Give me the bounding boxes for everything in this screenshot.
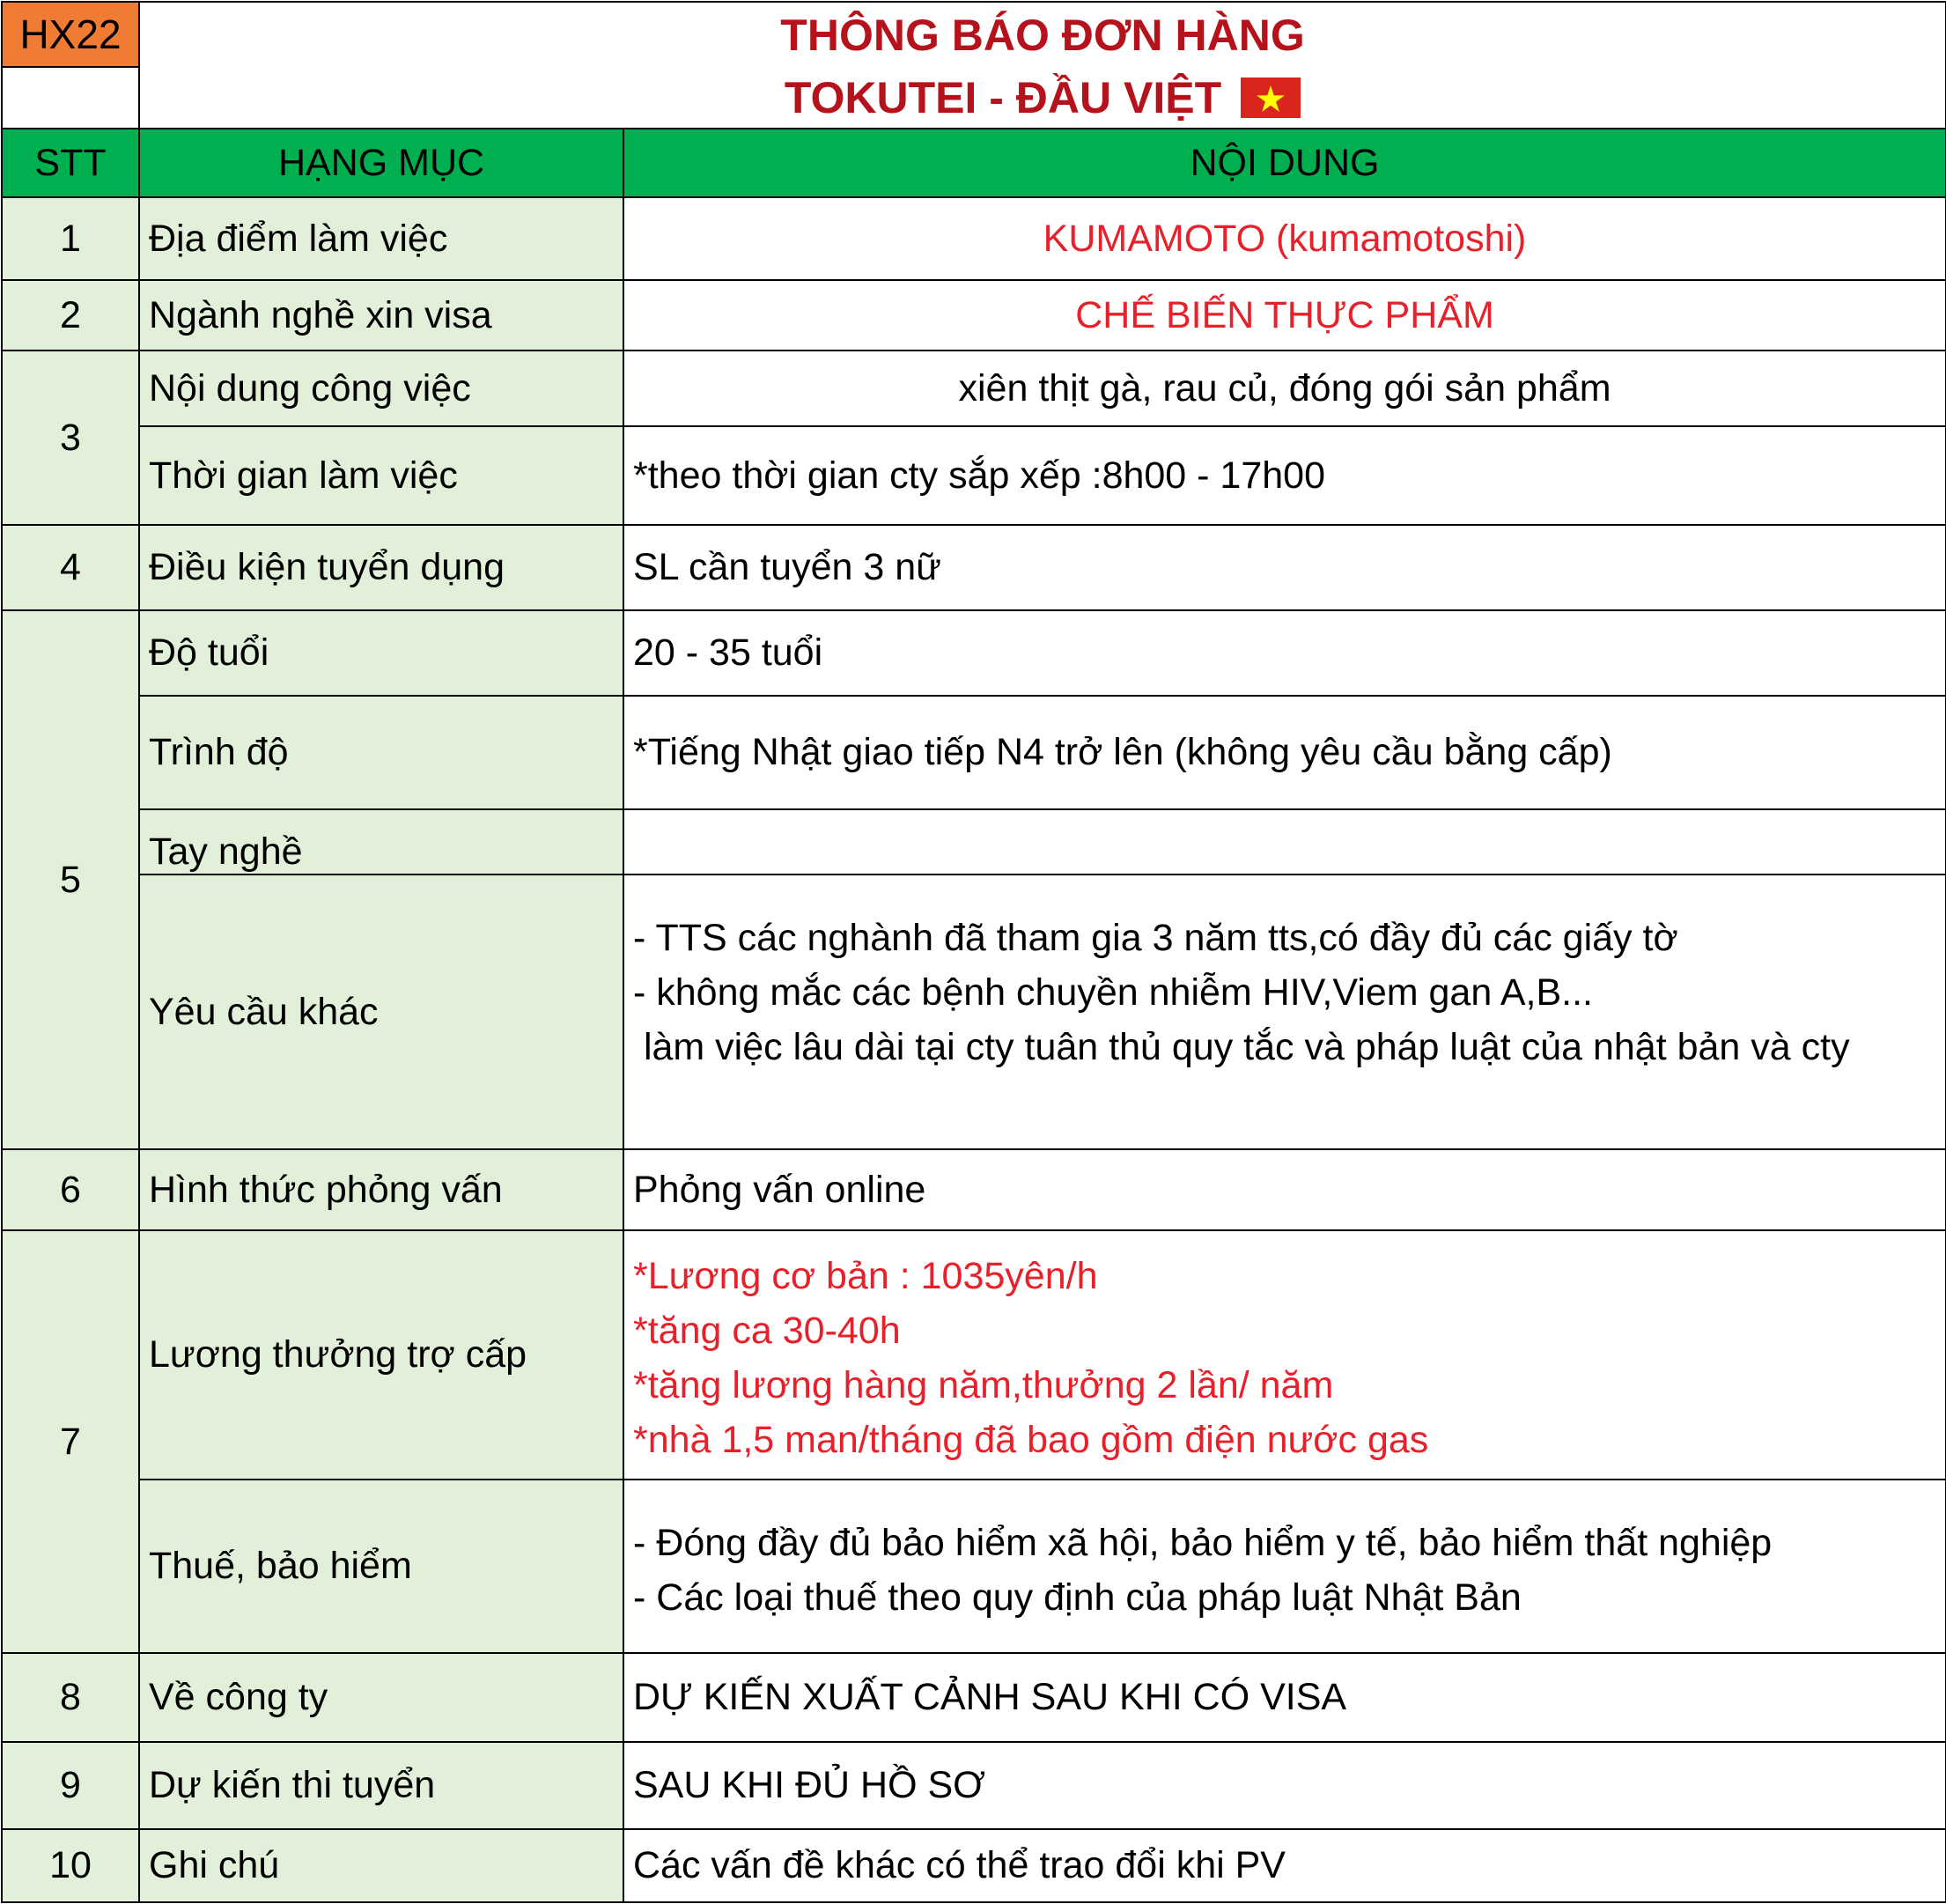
vietnam-flag-icon <box>1241 77 1301 118</box>
requirement-line: - không mắc các bệnh chuyền nhiễm HIV,Viem gan A,B... <box>633 971 1593 1014</box>
table-row <box>2 875 1946 1149</box>
row-content: SL cần tuyển 3 nữ <box>623 525 1946 610</box>
row-content <box>623 1230 1946 1480</box>
row-content <box>623 1480 1946 1653</box>
header-stt: STT <box>2 129 139 197</box>
row-number: 9 <box>2 1742 139 1829</box>
table-row <box>2 525 1946 610</box>
row-number: 10 <box>2 1829 139 1902</box>
table-row <box>2 426 1946 525</box>
salary-line: *tăng lương hàng năm,thưởng 2 lần/ năm <box>633 1364 1334 1406</box>
row-content: 20 - 35 tuổi <box>623 610 1946 696</box>
row-content: DỰ KIẾN XUẤT CẢNH SAU KHI CÓ VISA <box>623 1653 1946 1742</box>
row-category: Hình thức phỏng vấn <box>139 1149 623 1230</box>
table-row <box>2 351 1946 426</box>
table-row <box>2 696 1946 809</box>
salary-line: *nhà 1,5 man/tháng đã bao gồm điện nước gas <box>633 1419 1429 1461</box>
page-title: THÔNG BÁO ĐƠN HÀNG <box>139 2 1946 67</box>
row-number: 8 <box>2 1653 139 1742</box>
row-number: 4 <box>2 525 139 610</box>
row-number: 2 <box>2 280 139 351</box>
insurance-line: - Đóng đầy đủ bảo hiểm xã hội, bảo hiểm y tế, bảo hiểm thất nghiệp <box>633 1522 1773 1564</box>
row-content: CHẾ BIẾN THỰC PHẨM <box>623 280 1946 351</box>
row-category: Tay nghề <box>139 809 623 875</box>
row-content: Phỏng vấn online <box>623 1149 1946 1230</box>
table-row <box>2 1480 1946 1653</box>
row-category: Dự kiến thi tuyển <box>139 1742 623 1829</box>
title-row-1 <box>2 2 1946 67</box>
row-number: 3 <box>2 351 139 525</box>
header-category: HẠNG MỤC <box>139 129 623 197</box>
row-category: Ghi chú <box>139 1829 623 1902</box>
row-content <box>623 809 1946 875</box>
row-category: Trình độ <box>139 696 623 809</box>
row-number: 6 <box>2 1149 139 1230</box>
job-order-table <box>1 1 1946 1903</box>
row-category: Yêu cầu khác <box>139 875 623 1149</box>
insurance-line: - Các loại thuế theo quy định của pháp luật Nhật Bản <box>633 1576 1522 1619</box>
row-content: xiên thịt gà, rau củ, đóng gói sản phẩm <box>623 351 1946 426</box>
row-content: *Tiếng Nhật giao tiếp N4 trở lên (không yêu cầu bằng cấp) <box>623 696 1946 809</box>
order-code: HX22 <box>2 2 139 67</box>
row-content: Các vấn đề khác có thể trao đổi khi PV <box>623 1829 1946 1902</box>
header-row <box>2 129 1946 197</box>
row-content: SAU KHI ĐỦ HỒ SƠ <box>623 1742 1946 1829</box>
row-content <box>623 875 1946 1149</box>
row-category: Lương thưởng trợ cấp <box>139 1230 623 1480</box>
row-category: Độ tuổi <box>139 610 623 696</box>
title-row-2 <box>2 67 1946 129</box>
table-row <box>2 197 1946 280</box>
row-category: Thời gian làm việc <box>139 426 623 525</box>
page-subtitle-cell <box>139 67 1946 129</box>
row-category: Nội dung công việc <box>139 351 623 426</box>
header-content: NỘI DUNG <box>623 129 1946 197</box>
order-code-spacer <box>2 67 139 129</box>
salary-line: *tăng ca 30-40h <box>633 1310 901 1352</box>
table-row <box>2 1742 1946 1829</box>
row-category: Thuế, bảo hiểm <box>139 1480 623 1653</box>
row-content: *theo thời gian cty sắp xếp :8h00 - 17h00 <box>623 426 1946 525</box>
table-row <box>2 280 1946 351</box>
row-category: Địa điểm làm việc <box>139 197 623 280</box>
requirement-line: làm việc lâu dài tại cty tuân thủ quy tắc và pháp luật của nhật bản và cty <box>633 1026 1850 1068</box>
row-category: Ngành nghề xin visa <box>139 280 623 351</box>
row-number: 7 <box>2 1230 139 1653</box>
requirement-line: - TTS các nghành đã tham gia 3 năm tts,có đầy đủ các giấy tờ <box>633 917 1678 959</box>
table-row <box>2 610 1946 696</box>
table-row <box>2 809 1946 875</box>
table-row <box>2 1653 1946 1742</box>
row-category: Điều kiện tuyển dụng <box>139 525 623 610</box>
row-number: 5 <box>2 610 139 1149</box>
row-category: Về công ty <box>139 1653 623 1742</box>
row-content: KUMAMOTO (kumamotoshi) <box>623 197 1946 280</box>
salary-line: *Lương cơ bản : 1035yên/h <box>633 1255 1098 1297</box>
table-row <box>2 1149 1946 1230</box>
table-row <box>2 1829 1946 1902</box>
table-row <box>2 1230 1946 1480</box>
page-subtitle: TOKUTEI - ĐẦU VIỆT <box>784 72 1222 122</box>
row-number: 1 <box>2 197 139 280</box>
